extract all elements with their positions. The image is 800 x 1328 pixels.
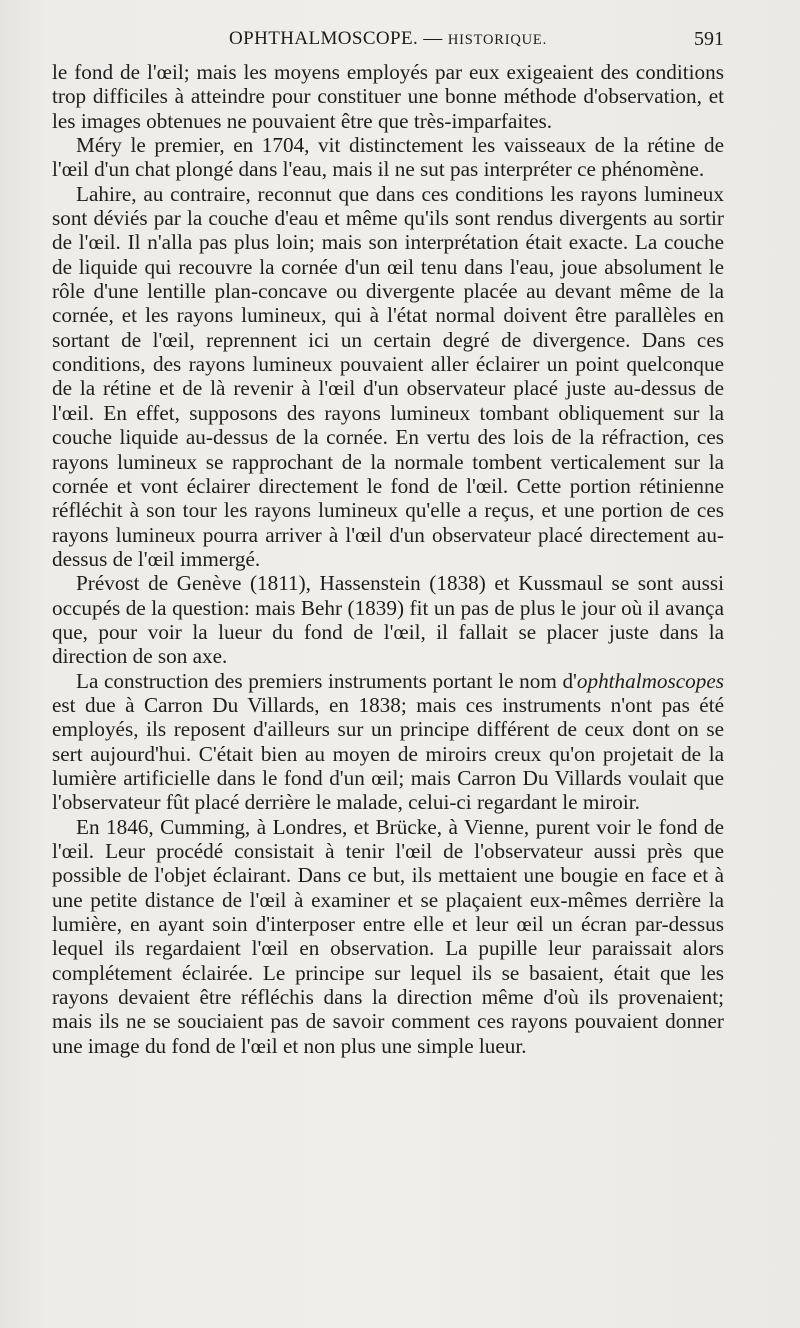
running-head-main: OPHTHALMOSCOPE. — <box>228 28 448 49</box>
paragraph-5-italic-term: ophthalmoscopes <box>576 668 724 693</box>
running-head-title <box>52 28 724 50</box>
running-head-subtitle: HISTORIQUE. <box>447 32 548 48</box>
body-text <box>52 60 724 1058</box>
paragraph-2: Méry le premier, en 1704, vit distinctement les vaisseaux de la rétine de l'œil d'un chat plongé dans l'eau, mais il ne sut pas interpréter ce phénomène. <box>52 133 724 182</box>
paragraph-6: En 1846, Cumming, à Londres, et Brücke, à Vienne, purent voir le fond de l'œil. Leur procédé consistait à tenir l'œil de l'observateur aussi près que possible de l'objet éclairant. Dans ce but, ils mettaient une bougie en face et à une petite distance de l'œil à examiner et se plaçaient eux-mêmes derrière la lumière, en ayant soin d'interposer entre elle et leur œil un écran par-dessus lequel ils regardaient l'œil en observation. La pupille leur paraissait alors complétement éclairée. Le principe sur lequel ils se basaient, était que les rayons devaient être réfléchis dans la direction même d'où ils provenaient; mais ils ne se souciaient pas de savoir comment ces rayons pouvaient donner une image du fond de l'œil et non plus une simple lueur. <box>52 814 724 1058</box>
running-head <box>52 28 724 54</box>
page-number: 591 <box>694 28 724 50</box>
paragraph-4: Prévost de Genève (1811), Hassenstein (1838) et Kussmaul se sont aussi occupés de la question: mais Behr (1839) fit un pas de plus le jour où il avança que, pour voir la lueur du fond de l'œil, il fallait se placer juste dans la direction de son axe. <box>52 571 724 669</box>
paragraph-5 <box>52 669 724 815</box>
paragraph-5-start: La construction des premiers instruments portant le nom d' <box>76 668 577 693</box>
paragraph-1: le fond de l'œil; mais les moyens employés par eux exigeaient des conditions trop difficiles à atteindre pour constituer une bonne méthode d'observation, et les images obtenues ne pouvaient être que très-imparfaites. <box>52 60 724 133</box>
paragraph-3: Lahire, au contraire, reconnut que dans ces conditions les rayons lumineux sont déviés par la couche d'eau et même qu'ils sont rendus divergents au sortir de l'œil. Il n'alla pas plus loin; mais son interprétation était exacte. La couche de liquide qui recouvre la cornée d'un œil tenu dans l'eau, joue absolument le rôle d'une lentille plan-concave ou divergente placée au devant même de la cornée, et les rayons lumineux, qui à l'état normal doivent être parallèles en sortant de l'œil, reprennent ici un certain degré de divergence. Dans ces conditions, des rayons lumineux pouvaient aller éclairer un point quelconque de la rétine et de là revenir à l'œil d'un observateur placé juste au-dessus de l'œil. En effet, supposons des rayons lumineux tombant obliquement sur la couche liquide au-dessus de la cornée. En vertu des lois de la réfraction, ces rayons lumineux se rapprochant de la normale tombent verticalement sur la cornée et vont éclairer directement le fond de l'œil. Cette portion rétinienne réfléchit à son tour les rayons lumineux qu'elle a reçus, et une portion de ces rayons lumineux pourra arriver à l'œil d'un observateur placé directement au-dessus de l'œil immergé. <box>52 181 724 571</box>
paragraph-5-end: est due à Carron Du Villards, en 1838; mais ces instruments n'ont pas été employés, ils reposent d'ailleurs sur un principe différent de ceux dont on se sert aujourd'hui. C'était bien au moyen de miroirs creux qu'on projetait de la lumière artificielle dans le fond d'un œil; mais Carron Du Villards voulait que l'observateur fût placé derrière le malade, celui-ci regardant le miroir. <box>52 692 724 815</box>
